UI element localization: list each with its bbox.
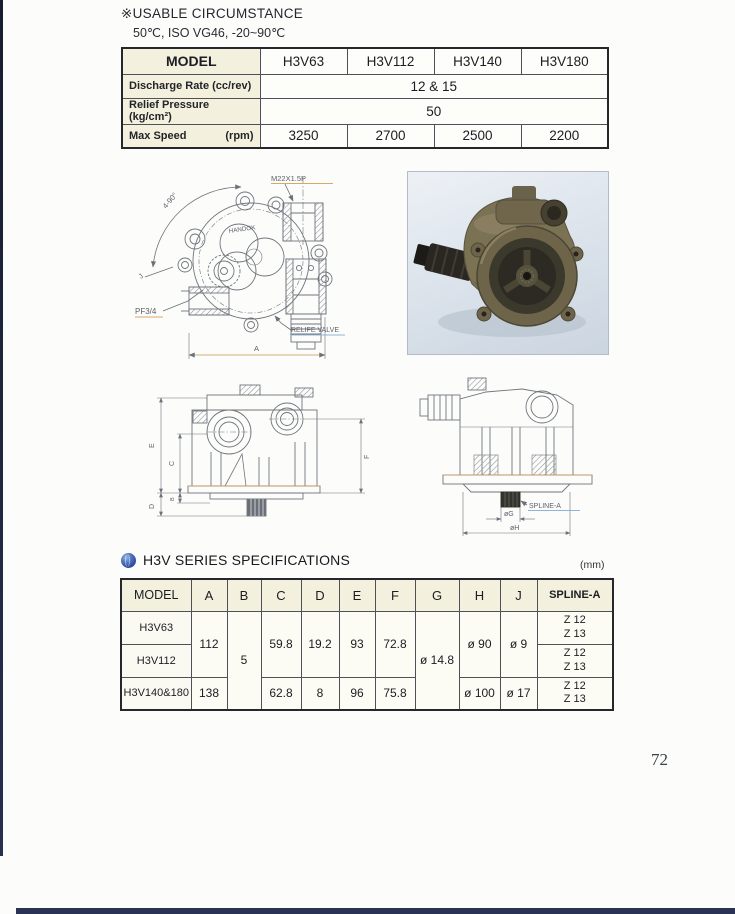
- spec-header-cell: B: [227, 579, 261, 611]
- spec-value-cell: ø 14.8: [415, 611, 459, 710]
- spec-header-cell: SPLINE-A: [537, 579, 613, 611]
- discharge-value-cell: 12 & 15: [260, 74, 608, 98]
- spec-value-cell: 75.8: [375, 677, 415, 710]
- table-row: [122, 74, 608, 98]
- spec-header-cell: D: [301, 579, 339, 611]
- maxspeed-value-cell: 2200: [521, 124, 608, 148]
- spec-header-cell: C: [261, 579, 301, 611]
- table-row: [122, 48, 608, 74]
- dim-j-label: J: [137, 272, 145, 281]
- dim-d-label: D: [149, 503, 156, 509]
- spec-header-cell: J: [500, 579, 537, 611]
- pump-photo: [407, 171, 609, 355]
- table-row: [121, 579, 613, 611]
- spec-value-cell: 112: [191, 611, 227, 677]
- spline-z12: Z 12: [563, 613, 586, 626]
- spec-header-cell: A: [191, 579, 227, 611]
- discharge-label-cell: Discharge Rate (cc/rev): [122, 74, 260, 98]
- maxspeed-value-cell: 3250: [260, 124, 347, 148]
- maxspeed-value-cell: 2700: [347, 124, 434, 148]
- valve-label: RELIFE VALVE: [291, 327, 339, 334]
- spec-spline-cell: [537, 677, 613, 710]
- maxspeed-unit: (rpm): [225, 129, 254, 142]
- angle-label: 4-90°: [160, 190, 180, 211]
- spec-header-cell: MODEL: [121, 579, 191, 611]
- model-name-cell: H3V112: [347, 48, 434, 74]
- thread-label: M22X1.5P: [271, 174, 307, 183]
- spline-z13: Z 13: [563, 660, 586, 673]
- spec-value-cell: 19.2: [301, 611, 339, 677]
- model-name-cell: H3V140: [434, 48, 521, 74]
- scan-edge-bottom: [16, 908, 735, 914]
- model-name-cell: H3V63: [260, 48, 347, 74]
- spec-section-title: H3V SERIES SPECIFICATIONS: [143, 552, 351, 568]
- spec-value-cell: 138: [191, 677, 227, 710]
- spec-spline-cell: [537, 611, 613, 644]
- spec-model-cell: H3V63: [121, 611, 191, 644]
- dim-f-label: F: [364, 454, 371, 459]
- page-number: 72: [651, 750, 668, 769]
- spec-table: [120, 578, 614, 711]
- spec-value-cell: 5: [227, 611, 261, 710]
- spec-value-cell: ø 90: [459, 611, 500, 677]
- spec-model-cell: H3V140&180: [121, 677, 191, 710]
- dim-g-label: øG: [504, 511, 514, 518]
- spec-header-cell: H: [459, 579, 500, 611]
- usable-circumstance-block: [121, 6, 303, 40]
- spec-header-cell: G: [415, 579, 459, 611]
- brand-label: HANDOK: [228, 224, 256, 235]
- spec-model-cell: H3V112: [121, 644, 191, 677]
- spec-header-cell: E: [339, 579, 375, 611]
- dim-e-label: E: [149, 443, 156, 448]
- spline-z12: Z 12: [563, 646, 586, 659]
- spec-section-heading: [121, 552, 350, 568]
- model-header-cell: MODEL: [122, 48, 260, 74]
- relief-value-cell: 50: [260, 98, 608, 124]
- spec-value-cell: ø 100: [459, 677, 500, 710]
- spec-value-cell: 72.8: [375, 611, 415, 677]
- model-name-cell: H3V180: [521, 48, 608, 74]
- maxspeed-label: Max Speed: [129, 129, 187, 142]
- spec-value-cell: 62.8: [261, 677, 301, 710]
- scan-edge-left: [0, 0, 3, 856]
- dim-b-label: B: [170, 497, 176, 501]
- side-view-drawing: [147, 382, 384, 542]
- spline-label: SPLINE-A: [529, 503, 561, 510]
- spec-value-cell: 8: [301, 677, 339, 710]
- dim-c-label: C: [169, 460, 176, 466]
- usable-subtitle: 50℃, ISO VG46, -20~90℃: [133, 26, 286, 40]
- spec-value-cell: 96: [339, 677, 375, 710]
- unit-note: (mm): [580, 559, 605, 571]
- spec-value-cell: ø 17: [500, 677, 537, 710]
- spec-value-cell: 59.8: [261, 611, 301, 677]
- front-view-drawing: [133, 167, 390, 369]
- table-row: [121, 677, 613, 710]
- rear-view-drawing: [412, 375, 634, 545]
- globe-icon: [121, 553, 136, 568]
- usable-title: ※USABLE CIRCUMSTANCE: [121, 6, 304, 21]
- maxspeed-label-cell: [122, 124, 260, 148]
- maxspeed-value-cell: 2500: [434, 124, 521, 148]
- spec-value-cell: 93: [339, 611, 375, 677]
- spec-spline-cell: [537, 644, 613, 677]
- model-rating-table: [121, 47, 609, 149]
- dim-a-label: A: [254, 344, 260, 353]
- relief-label-cell: Relief Pressure (kg/cm²): [122, 98, 260, 124]
- port-label: PF3/4: [135, 307, 157, 316]
- spline-z13: Z 13: [563, 627, 586, 640]
- dim-h-label: øH: [510, 525, 520, 532]
- spec-header-cell: F: [375, 579, 415, 611]
- spline-z12: Z 12: [563, 679, 586, 692]
- table-row: [122, 98, 608, 124]
- table-row: [122, 124, 608, 148]
- table-row: [121, 611, 613, 644]
- spec-value-cell: ø 9: [500, 611, 537, 677]
- spline-z13: Z 13: [563, 693, 586, 706]
